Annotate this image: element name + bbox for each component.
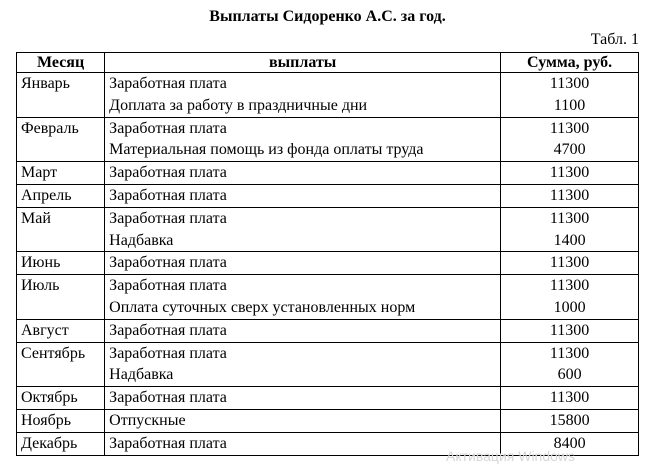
payments-cell <box>105 184 501 207</box>
payment-name: Заработная плата <box>109 209 227 227</box>
month-cell: Апрель <box>17 184 105 207</box>
table-row <box>17 387 639 410</box>
payment-amount: 11300 <box>549 344 590 362</box>
document-title: Выплаты Сидоренко А.С. за год. <box>209 8 446 25</box>
payments-cell <box>105 432 501 455</box>
sum-cell <box>501 319 639 342</box>
payment-name: Отпускные <box>109 411 186 429</box>
payment-amount: 11300 <box>549 209 590 227</box>
payments-cell <box>105 342 501 387</box>
payment-amount: 15800 <box>549 411 590 429</box>
payment-name: Заработная плата <box>109 344 227 362</box>
payment-name: Заработная плата <box>109 277 227 295</box>
sum-cell <box>501 252 639 275</box>
payment-name: Заработная плата <box>109 389 227 407</box>
payments-cell <box>105 252 501 275</box>
month-cell: Сентябрь <box>17 342 105 387</box>
payments-cell <box>105 319 501 342</box>
table-row <box>17 73 639 118</box>
payment-amount: 11300 <box>549 186 590 204</box>
table-row <box>17 252 639 275</box>
payments-cell <box>105 387 501 410</box>
table-row <box>17 275 639 320</box>
payments-table <box>16 52 639 456</box>
payments-cell <box>105 409 501 432</box>
payment-amount: 11300 <box>549 119 590 137</box>
header-month: Месяц <box>17 53 105 73</box>
sum-cell <box>501 184 639 207</box>
payment-amount: 600 <box>557 366 582 384</box>
payment-name: Оплата суточных сверх установленных норм <box>109 298 416 316</box>
month-cell: Декабрь <box>17 432 105 455</box>
payment-name: Материальная помощь из фонда оплаты труда <box>109 141 424 159</box>
table-row <box>17 184 639 207</box>
month-cell: Июль <box>17 275 105 320</box>
payment-amount: 11300 <box>549 321 590 339</box>
sum-cell <box>501 117 639 162</box>
windows-activation-watermark: Активация Windows <box>446 448 576 464</box>
month-cell: Август <box>17 319 105 342</box>
payment-name: Заработная плата <box>109 186 227 204</box>
payments-cell <box>105 73 501 118</box>
table-row <box>17 409 639 432</box>
month-cell: Октябрь <box>17 387 105 410</box>
payment-name: Надбавка <box>109 366 174 384</box>
sum-cell <box>501 73 639 118</box>
payments-cell <box>105 275 501 320</box>
table-header-row <box>17 53 639 73</box>
payments-cell <box>105 207 501 252</box>
payment-amount: 1400 <box>553 231 586 249</box>
sum-cell <box>501 387 639 410</box>
table-row <box>17 207 639 252</box>
table-label: Табл. 1 <box>590 31 639 48</box>
month-cell: Январь <box>17 73 105 118</box>
month-cell: Ноябрь <box>17 409 105 432</box>
payments-cell <box>105 117 501 162</box>
sum-cell <box>501 409 639 432</box>
payment-amount: 1000 <box>553 298 586 316</box>
sum-cell <box>501 162 639 185</box>
sum-cell <box>501 342 639 387</box>
sum-cell <box>501 275 639 320</box>
payment-amount: 11300 <box>549 75 590 92</box>
table-row <box>17 319 639 342</box>
payment-name: Заработная плата <box>109 321 227 339</box>
header-sum: Сумма, руб. <box>501 53 639 73</box>
payment-amount: 4700 <box>553 141 586 159</box>
payment-amount: 11300 <box>549 389 590 407</box>
payment-amount: 11300 <box>549 254 590 272</box>
table-row <box>17 117 639 162</box>
month-cell: Март <box>17 162 105 185</box>
payment-amount: 1100 <box>553 96 586 114</box>
payments-cell <box>105 162 501 185</box>
payment-amount: 11300 <box>549 164 590 182</box>
payment-name: Заработная плата <box>109 119 227 137</box>
month-cell: Июнь <box>17 252 105 275</box>
table-row <box>17 162 639 185</box>
payment-amount: 11300 <box>549 277 590 295</box>
payment-name: Заработная плата <box>109 434 227 452</box>
payment-name: Заработная плата <box>109 254 227 272</box>
payment-name: Надбавка <box>109 231 174 249</box>
payment-amount: 8400 <box>553 434 586 452</box>
header-payments: выплаты <box>105 53 501 73</box>
sum-cell <box>501 207 639 252</box>
table-row <box>17 342 639 387</box>
month-cell: Май <box>17 207 105 252</box>
month-cell: Февраль <box>17 117 105 162</box>
payment-name: Заработная плата <box>109 164 227 182</box>
payment-name: Доплата за работу в праздничные дни <box>109 96 368 114</box>
payment-name: Заработная плата <box>109 75 227 92</box>
